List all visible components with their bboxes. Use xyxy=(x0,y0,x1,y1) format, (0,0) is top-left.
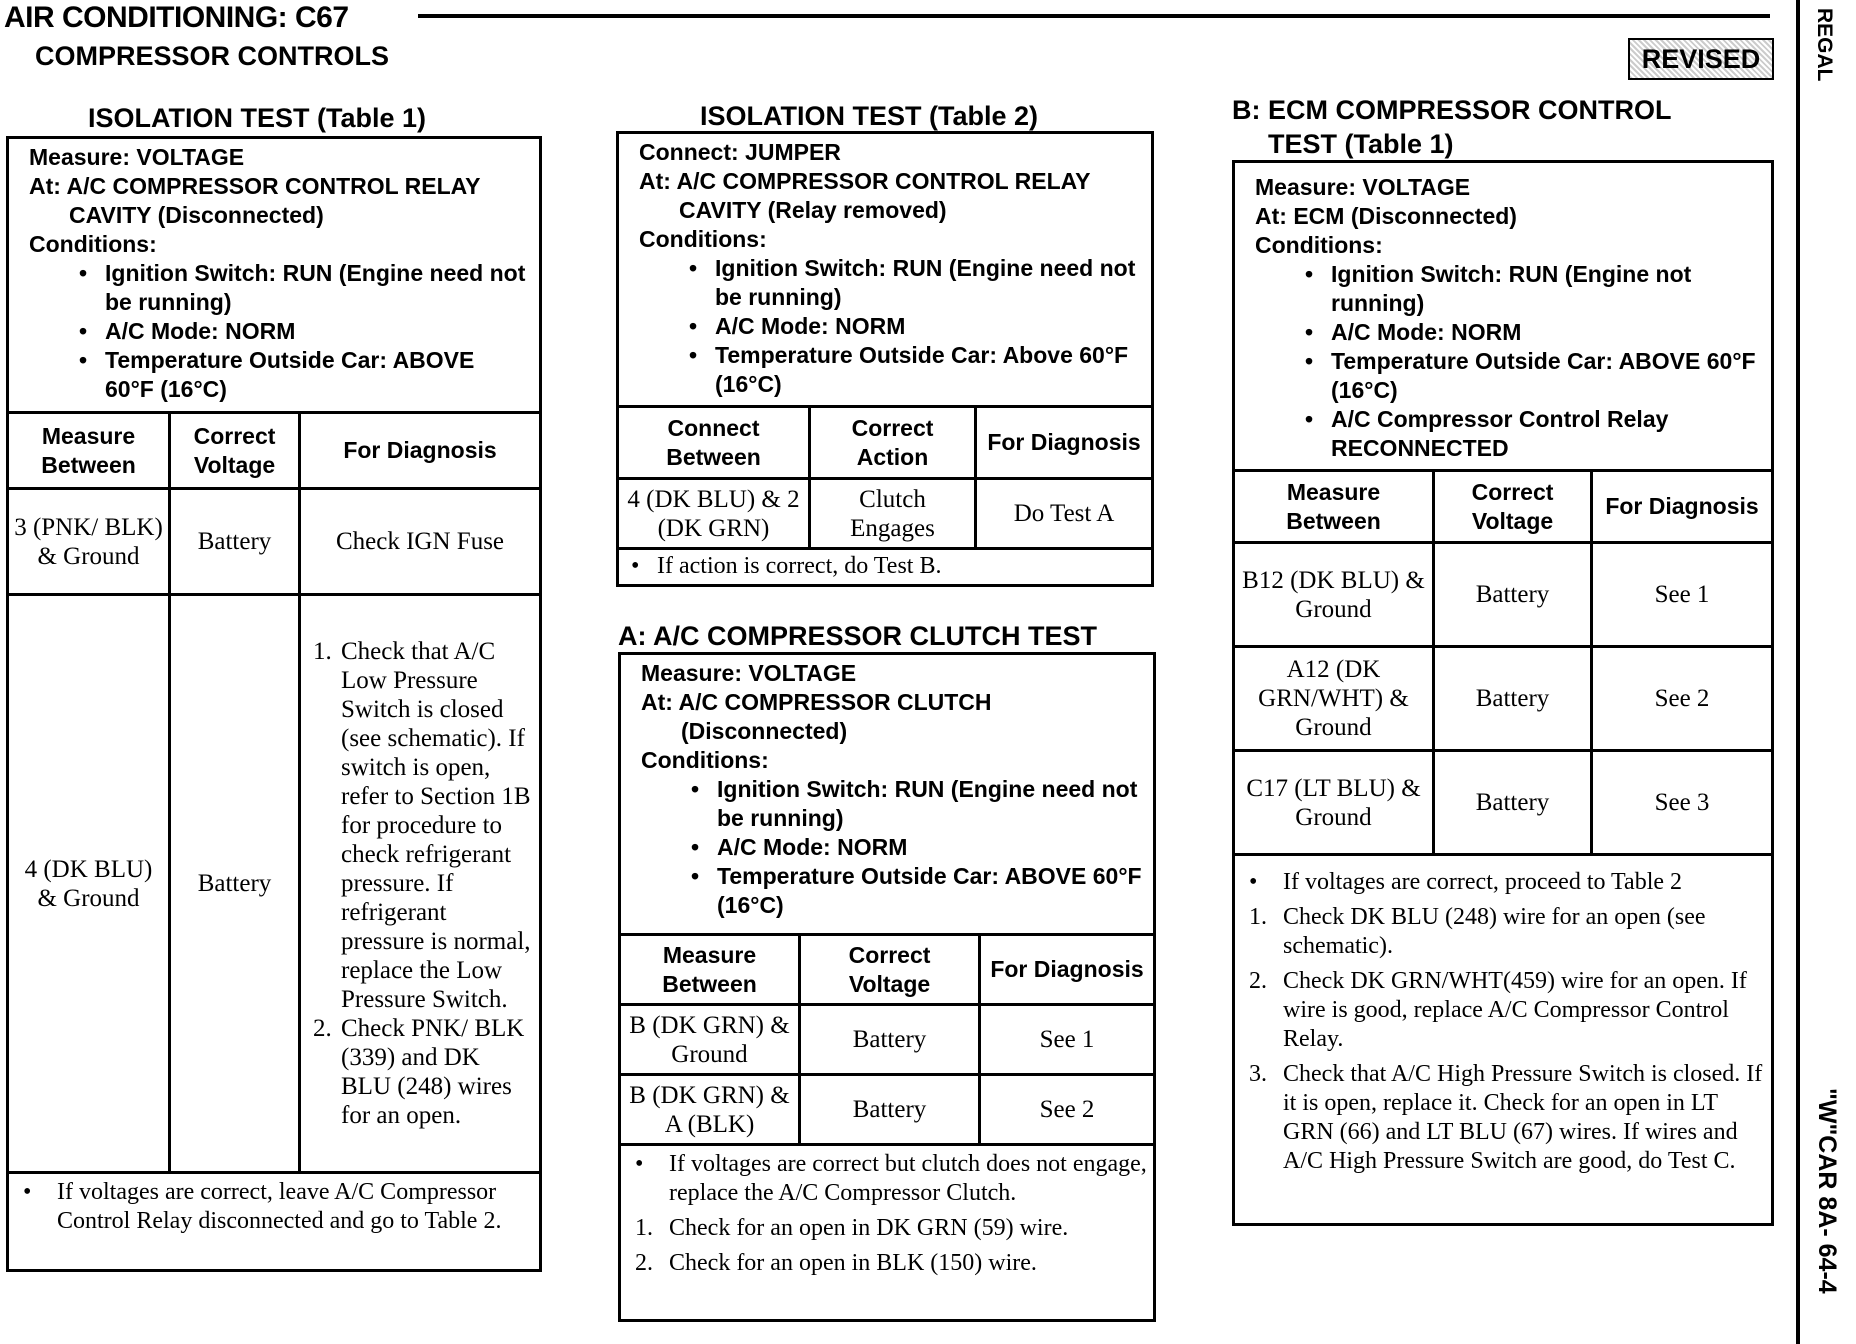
title-rule xyxy=(418,14,1770,18)
table1-title: ISOLATION TEST (Table 1) xyxy=(88,103,427,133)
table2-cell-between: 4 (DK BLU) & 2 (DK GRN) xyxy=(618,479,810,549)
testA-condition-item: • Temperature Outside Car: ABOVE 60°F (16°C) xyxy=(691,862,1143,920)
table-row xyxy=(1234,543,1773,647)
testB-title: B: ECM COMPRESSOR CONTROL xyxy=(1232,95,1672,125)
testB-condition-item: • Ignition Switch: RUN (Engine not running) xyxy=(1305,260,1761,318)
table-row xyxy=(620,1075,1155,1145)
testA-header: For Diagnosis xyxy=(980,935,1155,1005)
testA-cell-voltage: Battery xyxy=(800,1075,980,1145)
testA-conditions xyxy=(621,655,1153,933)
testB-cell-between: A12 (DK GRN/WHT) & Ground xyxy=(1234,647,1434,751)
list-item: 2. Check for an open in BLK (150) wire. xyxy=(635,1250,1037,1276)
table1-at-cont: CAVITY (Disconnected) xyxy=(69,202,324,228)
table1-cell-voltage: Battery xyxy=(170,489,300,595)
table2-header: For Diagnosis xyxy=(976,407,1153,479)
table2-connect: Connect: JUMPER xyxy=(639,139,841,165)
testB-condition-item: • Temperature Outside Car: ABOVE 60°F (16°C) xyxy=(1305,347,1761,405)
table1-condition-item: • Ignition Switch: RUN (Engine need not be running) xyxy=(79,259,529,317)
testA-cell-diagnosis: See 1 xyxy=(980,1005,1155,1075)
table-row xyxy=(8,489,541,595)
table1-note xyxy=(9,1174,539,1246)
table1-at: At: A/C COMPRESSOR CONTROL RELAY xyxy=(29,173,481,199)
table1-cell-between: 4 (DK BLU) & Ground xyxy=(8,595,170,1173)
testB-cell-voltage: Battery xyxy=(1434,647,1592,751)
table2-cell-diagnosis: Do Test A xyxy=(976,479,1153,549)
testB-cell-diagnosis: See 2 xyxy=(1592,647,1773,751)
testA-cell-between: B (DK GRN) & A (BLK) xyxy=(620,1075,800,1145)
testB-header: Measure Between xyxy=(1234,471,1434,543)
testB-condition-item: • A/C Compressor Control Relay RECONNECTED xyxy=(1305,405,1761,463)
revised-stamp: REVISED xyxy=(1628,38,1774,80)
table1-cell-voltage: Battery xyxy=(170,595,300,1173)
table2-title: ISOLATION TEST (Table 2) xyxy=(700,101,1039,131)
testB-measure: Measure: VOLTAGE xyxy=(1255,174,1471,200)
testB-at: At: ECM (Disconnected) xyxy=(1255,203,1517,229)
margin-rule xyxy=(1796,0,1800,1344)
testB-conditions xyxy=(1235,163,1771,469)
table2-note xyxy=(619,550,1151,591)
testB-cell-diagnosis: See 1 xyxy=(1592,543,1773,647)
table2-conditions-label: Conditions: xyxy=(639,226,767,252)
table-row xyxy=(1234,751,1773,855)
testB-panel xyxy=(1232,160,1774,1226)
testA-header: Correct Voltage xyxy=(800,935,980,1005)
table2-grid xyxy=(616,405,1154,550)
list-item: 2. Check DK GRN/WHT(459) wire for an open. If wire is good, replace A/C Compressor Control Relay. xyxy=(1249,968,1747,1052)
list-item: • If voltages are correct, proceed to Table 2 xyxy=(1249,869,1683,895)
testA-cell-diagnosis: See 2 xyxy=(980,1075,1155,1145)
testA-title: A: A/C COMPRESSOR CLUTCH TEST xyxy=(618,621,1097,651)
list-item: • If voltages are correct, leave A/C Compressor Control Relay disconnected and go to Table 2. xyxy=(23,1179,502,1234)
table2-condition-item: • Ignition Switch: RUN (Engine need not be running) xyxy=(689,254,1141,312)
testB-header: Correct Voltage xyxy=(1434,471,1592,543)
table-row xyxy=(1234,647,1773,751)
table1-conditions-label: Conditions: xyxy=(29,231,157,257)
testA-at-cont: (Disconnected) xyxy=(681,718,848,744)
testA-at: At: A/C COMPRESSOR CLUTCH xyxy=(641,689,992,715)
testA-conditions-label: Conditions: xyxy=(641,747,769,773)
table-row xyxy=(618,479,1153,549)
table-row xyxy=(8,595,541,1173)
testA-header: Measure Between xyxy=(620,935,800,1005)
table2-condition-item: • A/C Mode: NORM xyxy=(689,312,1141,341)
table1-condition-item: • Temperature Outside Car: ABOVE 60°F (16°C) xyxy=(79,346,529,404)
page-subtitle: COMPRESSOR CONTROLS xyxy=(35,41,390,71)
list-item: 3. Check that A/C High Pressure Switch is closed. If it is open, replace it. Check for an open in LT GRN (66) and LT BLU (67) wires. If wires and A/C High Pressure Switch are good, do Test C. xyxy=(1249,1061,1763,1174)
table1-cell-diagnosis xyxy=(300,595,541,1173)
list-item: 1. Check that A/C Low Pressure Switch is closed (see schematic). If switch is open, refer to Section 1B for procedure to check refrigerant pressure. If refrigerant pressure is normal, replace the Low Pressure Switch. xyxy=(313,638,531,1013)
testA-notes xyxy=(621,1146,1153,1288)
testA-condition-item: • Ignition Switch: RUN (Engine need not be running) xyxy=(691,775,1143,833)
list-item: 1. Check for an open in DK GRN (59) wire. xyxy=(635,1215,1069,1241)
table1-measure: Measure: VOLTAGE xyxy=(29,144,245,170)
list-item: • If action is correct, do Test B. xyxy=(631,553,942,579)
table1-grid xyxy=(6,411,542,1174)
list-item: 1. Check DK BLU (248) wire for an open (see schematic). xyxy=(1249,904,1706,959)
table1-condition-item: • A/C Mode: NORM xyxy=(79,317,529,346)
testA-condition-item: • A/C Mode: NORM xyxy=(691,833,1143,862)
table1-panel xyxy=(6,136,542,1272)
side-label-page: "W"CAR 8A- 64-4 xyxy=(1813,1088,1841,1294)
testA-measure: Measure: VOLTAGE xyxy=(641,660,857,686)
testA-cell-voltage: Battery xyxy=(800,1005,980,1075)
page-title: AIR CONDITIONING: C67 xyxy=(4,1,349,34)
testB-title-cont: TEST (Table 1) xyxy=(1268,129,1454,159)
testB-notes xyxy=(1235,856,1771,1186)
table-row xyxy=(620,1005,1155,1075)
testB-cell-voltage: Battery xyxy=(1434,543,1592,647)
table2-header: Correct Action xyxy=(810,407,976,479)
table2-header: Connect Between xyxy=(618,407,810,479)
testB-cell-between: B12 (DK BLU) & Ground xyxy=(1234,543,1434,647)
table1-cell-diagnosis: Check IGN Fuse xyxy=(300,489,541,595)
table2-condition-item: • Temperature Outside Car: Above 60°F (16°C) xyxy=(689,341,1141,399)
table2-panel xyxy=(616,131,1154,587)
testB-cell-voltage: Battery xyxy=(1434,751,1592,855)
testA-cell-between: B (DK GRN) & Ground xyxy=(620,1005,800,1075)
table1-header: For Diagnosis xyxy=(300,413,541,489)
testB-condition-item: • A/C Mode: NORM xyxy=(1305,318,1761,347)
table2-at-cont: CAVITY (Relay removed) xyxy=(679,197,947,223)
table1-header: Measure Between xyxy=(8,413,170,489)
table1-header: Correct Voltage xyxy=(170,413,300,489)
testB-grid xyxy=(1232,469,1774,856)
testB-cell-between: C17 (LT BLU) & Ground xyxy=(1234,751,1434,855)
table1-cell-between: 3 (PNK/ BLK) & Ground xyxy=(8,489,170,595)
table2-cell-action: Clutch Engages xyxy=(810,479,976,549)
list-item: • If voltages are correct but clutch does not engage, replace the A/C Compressor Clutch. xyxy=(635,1151,1147,1206)
side-label-model: REGAL xyxy=(1813,8,1836,82)
testB-conditions-label: Conditions: xyxy=(1255,232,1383,258)
testA-grid xyxy=(618,933,1156,1146)
table2-at: At: A/C COMPRESSOR CONTROL RELAY xyxy=(639,168,1091,194)
testA-panel xyxy=(618,652,1156,1322)
testB-header: For Diagnosis xyxy=(1592,471,1773,543)
table1-conditions xyxy=(9,139,539,411)
testB-cell-diagnosis: See 3 xyxy=(1592,751,1773,855)
table2-conditions xyxy=(619,134,1151,405)
list-item: 2. Check PNK/ BLK (339) and DK BLU (248) wires for an open. xyxy=(313,1015,525,1129)
